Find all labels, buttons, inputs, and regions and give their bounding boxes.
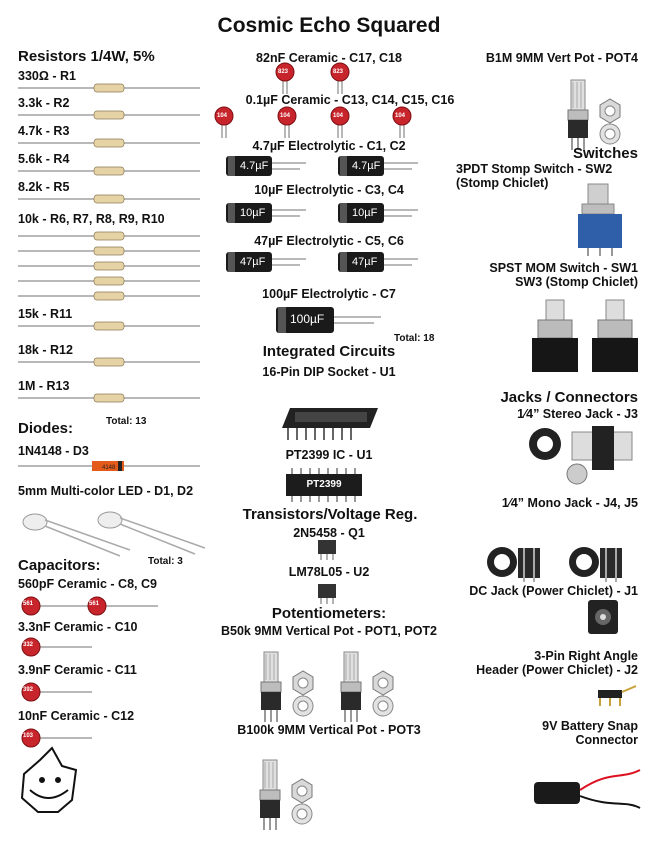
resistor-label: 8.2k - R5 bbox=[18, 180, 70, 194]
cap-marking: 332 bbox=[23, 642, 34, 648]
resistor-label: 10k - R6, R7, R8, R9, R10 bbox=[18, 212, 165, 226]
capacitor-label: 4.7µF Electrolytic - C1, C2 bbox=[252, 139, 406, 153]
resistor-label: 330Ω - R1 bbox=[18, 69, 76, 83]
cap-marking: 4.7µF bbox=[352, 160, 381, 172]
capacitor-label: 3.9nF Ceramic - C11 bbox=[18, 663, 137, 677]
cap-marking: 4.7µF bbox=[240, 160, 269, 172]
capacitor-label: 100µF Electrolytic - C7 bbox=[262, 287, 396, 301]
ic-label: PT2399 IC - U1 bbox=[285, 448, 373, 462]
cap-marking: 823 bbox=[333, 69, 344, 75]
diodes-total: Total: 3 bbox=[148, 556, 183, 567]
3pdt-switch-icon bbox=[578, 184, 622, 256]
capacitor-label: 560pF Ceramic - C8, C9 bbox=[18, 577, 157, 591]
battery-snap-label: 9V Battery Snap Connector bbox=[542, 719, 638, 747]
chip-marking: PT2399 bbox=[306, 479, 342, 490]
led-icon bbox=[23, 512, 205, 556]
diode-label: 1N4148 - D3 bbox=[18, 444, 89, 458]
header-label: 3-Pin Right Angle Header (Power Chiclet) - J2 bbox=[476, 649, 638, 677]
pot4-label: B1M 9MM Vert Pot - POT4 bbox=[485, 51, 638, 65]
wizard-logo bbox=[22, 748, 76, 812]
resistor-label: 18k - R12 bbox=[18, 343, 73, 357]
cap-marking: 104 bbox=[395, 113, 406, 119]
resistor-label: 1M - R13 bbox=[18, 379, 70, 393]
diodes-heading: Diodes: bbox=[18, 420, 74, 437]
mono-jack-label: 1⁄4” Mono Jack - J4, J5 bbox=[501, 496, 638, 510]
capacitor-label: 3.3nF Ceramic - C10 bbox=[18, 620, 138, 634]
resistor-label: 5.6k - R4 bbox=[18, 152, 70, 166]
cap-marking: 392 bbox=[23, 687, 34, 693]
cap-marking: 10µF bbox=[240, 207, 266, 219]
resistors-heading: Resistors 1/4W, 5% bbox=[18, 48, 155, 65]
cap-marking: 104 bbox=[280, 113, 291, 119]
cap-marking: 561 bbox=[23, 601, 34, 607]
pots-heading: Potentiometers: bbox=[271, 605, 387, 622]
capacitor-label: 10µF Electrolytic - C3, C4 bbox=[254, 183, 404, 197]
cap-marking: 47µF bbox=[352, 256, 378, 268]
transistors-heading: Transistors/Voltage Reg. bbox=[242, 506, 418, 523]
cap-marking: 104 bbox=[217, 113, 228, 119]
capacitor-label: 0.1µF Ceramic - C13, C14, C15, C16 bbox=[245, 93, 455, 107]
dip-socket-icon bbox=[282, 408, 378, 440]
capacitor-label: 10nF Ceramic - C12 bbox=[18, 709, 135, 723]
dc-jack-icon bbox=[588, 600, 618, 634]
ics-heading: Integrated Circuits bbox=[262, 343, 396, 360]
pot-label: B100k 9MM Vertical Pot - POT3 bbox=[237, 723, 421, 737]
cap-marking: 103 bbox=[23, 733, 34, 739]
capacitor-label: 82nF Ceramic - C17, C18 bbox=[256, 51, 402, 65]
led-label: 5mm Multi-color LED - D1, D2 bbox=[18, 484, 194, 498]
resistor-label: 4.7k - R3 bbox=[18, 124, 70, 138]
cap-marking: 10µF bbox=[352, 207, 378, 219]
cap-marking: 823 bbox=[278, 69, 289, 75]
transistor-label: 2N5458 - Q1 bbox=[293, 526, 365, 540]
battery-snap-icon bbox=[534, 770, 640, 808]
stereo-jack-icon bbox=[529, 426, 632, 484]
pot-label: B50k 9MM Vertical Pot - POT1, POT2 bbox=[220, 624, 438, 638]
spst-switch-label: SPST MOM Switch - SW1 SW3 (Stomp Chiclet) bbox=[489, 261, 638, 289]
switches-heading: Switches bbox=[572, 145, 638, 162]
resistor-label: 15k - R11 bbox=[18, 307, 73, 321]
capacitors-total: Total: 18 bbox=[394, 333, 435, 344]
capacitors-heading: Capacitors: bbox=[18, 557, 101, 574]
jacks-heading: Jacks / Connectors bbox=[500, 389, 638, 406]
resistor-label: 3.3k - R2 bbox=[18, 96, 70, 110]
cap-marking: 100µF bbox=[290, 312, 325, 326]
capacitor-label: 47µF Electrolytic - C5, C6 bbox=[254, 234, 404, 248]
resistors-total: Total: 13 bbox=[106, 416, 147, 427]
pin-header-icon bbox=[598, 686, 636, 706]
regulator-label: LM78L05 - U2 bbox=[288, 565, 370, 579]
dc-jack-label: DC Jack (Power Chiclet) - J1 bbox=[469, 584, 638, 598]
cap-marking: 561 bbox=[89, 601, 100, 607]
cap-marking: 104 bbox=[333, 113, 344, 119]
cap-marking: 47µF bbox=[240, 256, 266, 268]
page-title: Cosmic Echo Squared bbox=[217, 14, 441, 37]
diode-marking: 4148 bbox=[102, 465, 116, 471]
ic-socket-label: 16-Pin DIP Socket - U1 bbox=[262, 365, 396, 379]
spst-switch-icon bbox=[532, 300, 638, 372]
3pdt-switch-label: 3PDT Stomp Switch - SW2 (Stomp Chiclet) bbox=[456, 162, 613, 190]
stereo-jack-label: 1⁄4” Stereo Jack - J3 bbox=[517, 407, 638, 421]
